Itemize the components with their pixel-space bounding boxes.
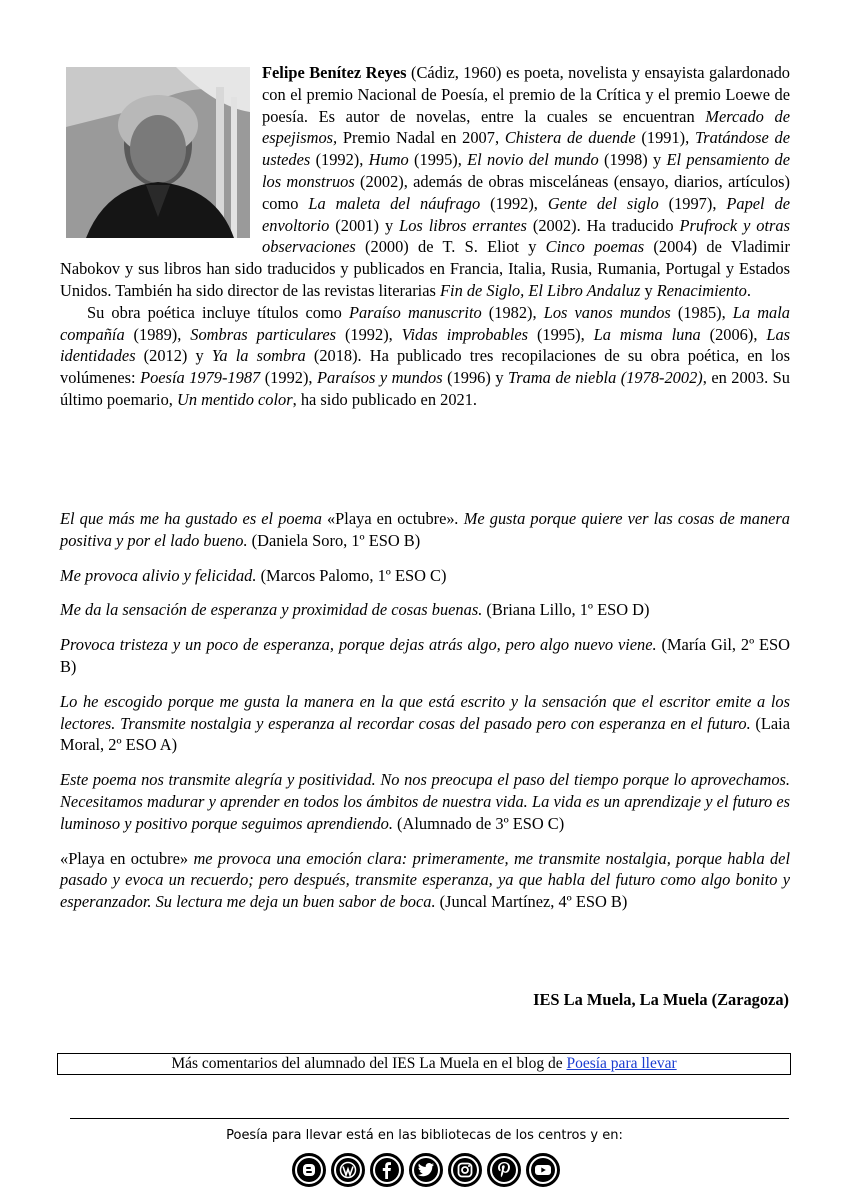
comment-4 xyxy=(60,634,790,678)
text-run: (1992), xyxy=(480,193,548,213)
text-run: La misma luna xyxy=(593,324,701,344)
youtube-icon[interactable] xyxy=(526,1153,560,1187)
text-run: Tratándose de ustedes xyxy=(262,128,790,170)
text-run: Chistera de duende xyxy=(504,128,636,148)
author-bio xyxy=(60,62,790,411)
text-run: La maleta del náufrago xyxy=(308,193,481,213)
text-run: El que más me ha gustado es el poema xyxy=(60,509,327,528)
text-run: (1996) y xyxy=(442,368,509,388)
social-icons xyxy=(292,1153,560,1189)
text-run: Me provoca alivio y felicidad. xyxy=(60,565,257,585)
text-run: me provoca una emoción clara: primeramente, me transmite nostalgia, porque habla del pasado y evoca un recuerdo; pero después, transmite esperanza, ya que habla del futuro como algo bonito y esperanzador. Su lectura me deja un buen sabor de boca. xyxy=(60,848,791,912)
text-run: Los libros errantes xyxy=(399,215,527,235)
student-comments xyxy=(60,508,790,926)
text-run: y xyxy=(640,280,657,300)
text-run: (2001) y xyxy=(329,215,400,235)
comment-5 xyxy=(60,691,790,756)
text-run: (Briana Lillo, 1º ESO D) xyxy=(482,600,650,620)
text-run: Paraísos y mundos xyxy=(317,368,443,388)
text-run: Los vanos mundos xyxy=(543,302,671,322)
text-run: El pensamiento de los monstruos xyxy=(262,150,790,191)
comment-6 xyxy=(60,769,790,834)
comment-1 xyxy=(60,508,790,552)
wordpress-icon[interactable] xyxy=(331,1153,365,1187)
comment-2 xyxy=(60,565,790,587)
facebook-icon[interactable] xyxy=(370,1153,404,1187)
footer-divider xyxy=(70,1118,789,1119)
blogger-icon[interactable] xyxy=(292,1153,326,1187)
text-run: (1992), xyxy=(310,150,369,170)
text-run: Paraíso manuscrito xyxy=(348,302,482,322)
text-run: Trama de niebla (1978-2002) xyxy=(508,368,703,388)
text-run: (2006), xyxy=(700,324,767,344)
text-run: (Cádiz, 1960) es poeta, novelista y ensayista galardonado con el premio Nacional de Poesía, el premio de la Crítica y el premio Loewe de poesía. Es autor de novelas, entre la cuales se encuentran xyxy=(262,63,791,126)
text-run: (1995), xyxy=(408,150,468,170)
text-run: (2002). Ha traducido xyxy=(526,215,680,235)
text-run: (Daniela Soro, 1º ESO B) xyxy=(247,530,421,550)
school-signature: IES La Muela, La Muela (Zaragoza) xyxy=(533,990,789,1009)
text-run: (María Gil, 2º ESO B) xyxy=(60,635,790,676)
text-run: «Playa en octubre» xyxy=(60,848,189,868)
bio-paragraph-2 xyxy=(60,302,790,411)
instagram-icon[interactable] xyxy=(448,1153,482,1187)
footer-text: Poesía para llevar está en las bibliotecas de los centros y en: xyxy=(226,1128,623,1143)
text-run: Este poema nos transmite alegría y positividad. No nos preocupa el paso del tiempo porque lo aprovechamos. Necesitamos madurar y aprender en todos los ámbitos de nuestra vida. La vida es un aprendizaje y el futuro es luminoso y positivo porque seguimos aprendiendo. xyxy=(60,770,790,833)
text-run: Lo he escogido porque me gusta la manera en la que está escrito y la sensación que el escritor emite a los lectores. Transmite nostalgia y esperanza al recordar cosas del pasado pero con esperanza en el futuro. xyxy=(60,691,790,733)
text-run: Mercado de espejismos, xyxy=(262,106,790,148)
text-run: «Playa en octubre» xyxy=(326,509,455,528)
text-run: (1992), xyxy=(336,324,402,344)
text-run: (1998) y xyxy=(598,150,667,170)
text-run: (1989), xyxy=(124,324,191,344)
text-run: El novio del mundo xyxy=(467,150,599,170)
text-run: (2000) de T. S. Eliot y xyxy=(355,237,546,257)
text-run: (Juncal Martínez, 4º ESO B) xyxy=(435,892,628,912)
text-run: (2018). Ha publicado tres recopilaciones de su obra poética, en los volúmenes: xyxy=(60,346,790,388)
more-comments-text: Más comentarios del alumnado del IES La Muela en el blog de xyxy=(171,1055,567,1072)
text-run: . Me gusta porque quiere ver las cosas de manera positiva y por el lado bueno. xyxy=(60,509,790,550)
text-run: , ha sido publicado en 2021. xyxy=(292,389,478,409)
comment-3 xyxy=(60,599,790,621)
comment-7 xyxy=(60,848,790,913)
text-run: (1985), xyxy=(670,302,733,322)
text-run: Fin de Siglo, El Libro Andaluz xyxy=(440,280,641,300)
text-run: (Laia Moral, 2º ESO A) xyxy=(60,713,790,755)
text-run: Cinco poemas xyxy=(545,237,645,257)
text-run: Sombras particulares xyxy=(190,324,337,344)
pinterest-icon[interactable] xyxy=(487,1153,521,1187)
text-run: Gente del siglo xyxy=(547,193,659,213)
text-run: (2004) de Vladimir Nabokov y sus libros han sido traducidos y publicados en Francia, Italia, Rusia, Rumania, Portugal y Estados Unidos. También ha sido director de las revistas literarias xyxy=(60,237,791,300)
text-run: Humo xyxy=(368,150,409,170)
author-photo xyxy=(66,67,250,238)
text-run: Me da la sensación de esperanza y proximidad de cosas buenas. xyxy=(60,600,483,620)
bio-paragraph-1 xyxy=(60,62,790,302)
text-run: (Marcos Palomo, 1º ESO C) xyxy=(256,565,447,585)
text-run: Ya la sombra xyxy=(211,346,306,366)
text-run: Provoca tristeza y un poco de esperanza, porque dejas atrás algo, pero algo nuevo viene. xyxy=(60,635,657,655)
text-run: (1995), xyxy=(528,324,594,344)
text-run: (1992), xyxy=(260,368,318,388)
text-run: Vidas improbables xyxy=(401,324,529,344)
text-run: . xyxy=(746,280,751,300)
text-run: (2002), además de obras misceláneas (ensayo, diarios, artículos) como xyxy=(262,171,790,213)
text-run: Su obra poética incluye títulos como xyxy=(87,302,349,322)
text-run: (Alumnado de 3º ESO C) xyxy=(392,813,565,833)
text-run: Prufrock y otras observaciones xyxy=(262,215,791,257)
text-run: (1997), xyxy=(658,193,727,213)
blog-link[interactable]: Poesía para llevar xyxy=(566,1055,677,1072)
text-run: (1982), xyxy=(481,302,544,322)
text-run: Papel de envoltorio xyxy=(262,193,791,235)
text-run: (1991), xyxy=(635,128,695,148)
author-name: Felipe Benítez Reyes xyxy=(262,63,407,82)
text-run: Premio Nadal en 2007, xyxy=(337,128,505,148)
more-comments-box xyxy=(57,1053,791,1075)
text-run: La mala compañía xyxy=(60,302,790,344)
twitter-icon[interactable] xyxy=(409,1153,443,1187)
text-run: Renacimiento xyxy=(656,280,747,300)
text-run: , en 2003. Su último poemario, xyxy=(60,368,790,409)
text-run: (2012) y xyxy=(135,346,212,366)
text-run: Las identidades xyxy=(60,324,791,366)
text-run: Un mentido color xyxy=(177,389,293,409)
text-run: Poesía 1979-1987 xyxy=(140,368,261,388)
